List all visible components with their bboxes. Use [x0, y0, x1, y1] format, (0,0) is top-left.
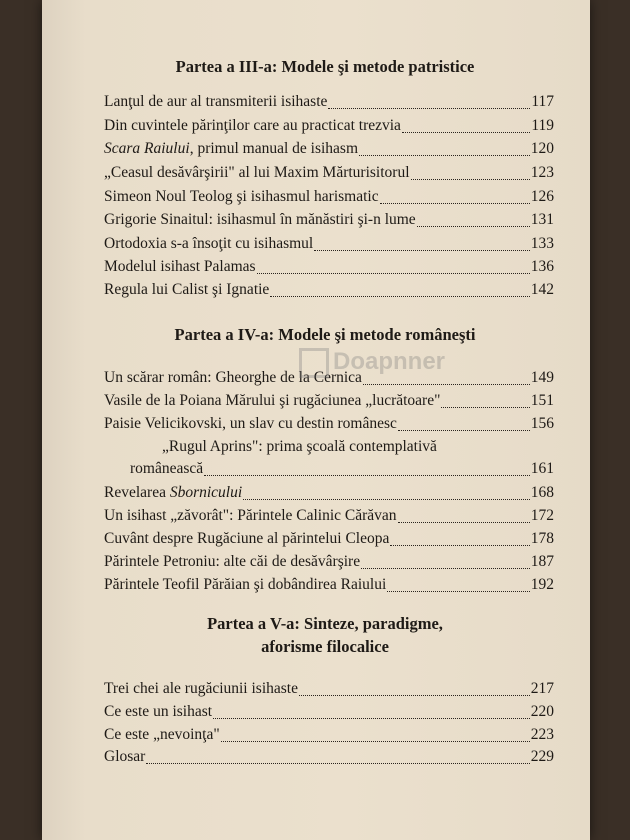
leader-dots	[359, 155, 530, 156]
toc-entry	[104, 258, 554, 280]
entry-title: Simeon Noul Teolog şi isihasmul harismatic	[104, 188, 379, 205]
entry-page: 156	[530, 415, 554, 432]
entry-title: Regula lui Calist şi Ignatie	[104, 281, 270, 298]
entry-page: 142	[530, 281, 554, 298]
leader-dots	[204, 475, 530, 476]
toc-entry	[104, 748, 554, 770]
entry-page: 131	[530, 211, 554, 228]
entry-title-italic: Scara Raiului	[104, 140, 190, 157]
entry-title: Cuvânt despre Rugăciune al părintelui Cleopa	[104, 530, 390, 547]
toc-entry	[104, 703, 554, 725]
entry-title: Din cuvintele părinţilor care au practicat trezvia	[104, 117, 401, 134]
entry-title: Părintele Petroniu: alte căi de desăvârşire	[104, 553, 361, 570]
entry-title: Modelul isihast Palamas	[104, 258, 256, 275]
entry-title: Glosar	[104, 748, 146, 765]
leader-dots	[411, 179, 530, 180]
leader-dots	[221, 741, 530, 742]
entry-title: Ce este un isihast	[104, 703, 213, 720]
entry-page: 229	[530, 748, 554, 765]
entry-title: „Ceasul desăvârşirii" al lui Maxim Mărturisitorul	[104, 164, 410, 181]
watermark-logo	[299, 342, 446, 386]
entry-title-line1: „Rugul Aprins": prima şcoală contemplativă	[162, 438, 437, 455]
entry-page: 161	[530, 460, 554, 477]
entry-title-italic: Sbornicului	[169, 484, 243, 501]
toc-entry	[104, 415, 554, 437]
entry-title: Vasile de la Poiana Mărului şi rugăciunea „lucrătoare"	[104, 392, 441, 409]
part-5-title-line2: aforisme filocalice	[261, 637, 389, 656]
leader-dots	[390, 545, 529, 546]
toc-entry	[104, 281, 554, 303]
entry-page: 220	[530, 703, 554, 720]
entry-title: Ortodoxia s-a însoţit cu isihasmul	[104, 235, 314, 252]
book-page	[42, 0, 590, 840]
toc-entry	[130, 460, 554, 482]
entry-page: 119	[531, 117, 554, 134]
part-3-title: Partea a III-a: Modele şi metode patristice	[175, 57, 475, 76]
toc-entry	[104, 553, 554, 575]
toc-entry	[104, 576, 554, 598]
entry-page: 136	[530, 258, 554, 275]
entry-title	[104, 140, 358, 158]
watermark-box-icon	[299, 348, 329, 378]
entry-page: 223	[530, 726, 554, 743]
entry-title: Lanţul de aur al transmiterii isihaste	[104, 93, 328, 110]
leader-dots	[257, 273, 530, 274]
toc-entry	[104, 507, 554, 529]
entry-title: Părintele Teofil Părăian şi dobândirea Raiului	[104, 576, 387, 593]
entry-page: 149	[530, 369, 554, 386]
leader-dots	[146, 763, 529, 764]
toc-entry	[104, 530, 554, 552]
watermark-text: Doapnner	[333, 348, 446, 375]
toc-entry	[104, 117, 554, 139]
toc-entry	[104, 680, 554, 702]
leader-dots	[398, 522, 530, 523]
leader-dots	[328, 108, 530, 109]
entry-page: 172	[530, 507, 554, 524]
entry-title	[104, 484, 242, 502]
toc-entry	[104, 188, 554, 210]
entry-page: 168	[530, 484, 554, 501]
leader-dots	[270, 296, 529, 297]
leader-dots	[299, 695, 530, 696]
entry-page: 192	[530, 576, 554, 593]
entry-page: 178	[530, 530, 554, 547]
entry-title: Ce este „nevoinţa"	[104, 726, 220, 743]
leader-dots	[213, 718, 530, 719]
entry-page: 117	[531, 93, 554, 110]
entry-page: 120	[530, 140, 554, 157]
entry-title-cont: românească	[130, 460, 204, 477]
entry-title: Grigorie Sinaitul: isihasmul în mănăstiri şi-n lume	[104, 211, 416, 228]
leader-dots	[361, 568, 530, 569]
toc-entry	[104, 140, 554, 162]
leader-dots	[387, 591, 529, 592]
leader-dots	[402, 132, 530, 133]
toc-entry	[104, 164, 554, 186]
leader-dots	[417, 226, 530, 227]
entry-title-rest: , primul manual de isihasm	[189, 140, 359, 157]
entry-title: Paisie Velicikovski, un slav cu destin românesc	[104, 415, 397, 432]
entry-page: 217	[530, 680, 554, 697]
entry-page: 126	[530, 188, 554, 205]
leader-dots	[380, 203, 530, 204]
leader-dots	[398, 430, 530, 431]
toc-entry	[104, 211, 554, 233]
toc-entry	[104, 484, 554, 506]
entry-title-rest: Revelarea	[104, 484, 170, 501]
entry-page: 133	[530, 235, 554, 252]
toc-entry	[104, 235, 554, 257]
entry-title: Un isihast „zăvorât": Părintele Calinic Cărăvan	[104, 507, 397, 524]
toc-entry	[104, 93, 554, 115]
entry-page: 151	[530, 392, 554, 409]
leader-dots	[441, 407, 529, 408]
entry-page: 187	[530, 553, 554, 570]
part-5-title: Partea a V-a: Sinteze, paradigme,	[207, 614, 443, 633]
entry-page: 123	[530, 164, 554, 181]
entry-title: Trei chei ale rugăciunii isihaste	[104, 680, 298, 697]
entry-title: Un scărar român: Gheorghe de la Cernica	[104, 369, 362, 386]
toc-entry	[104, 392, 554, 414]
leader-dots	[243, 499, 530, 500]
toc-entry	[104, 726, 554, 748]
part-4-title: Partea a IV-a: Modele şi metode româneşti	[174, 325, 476, 344]
leader-dots	[314, 250, 530, 251]
